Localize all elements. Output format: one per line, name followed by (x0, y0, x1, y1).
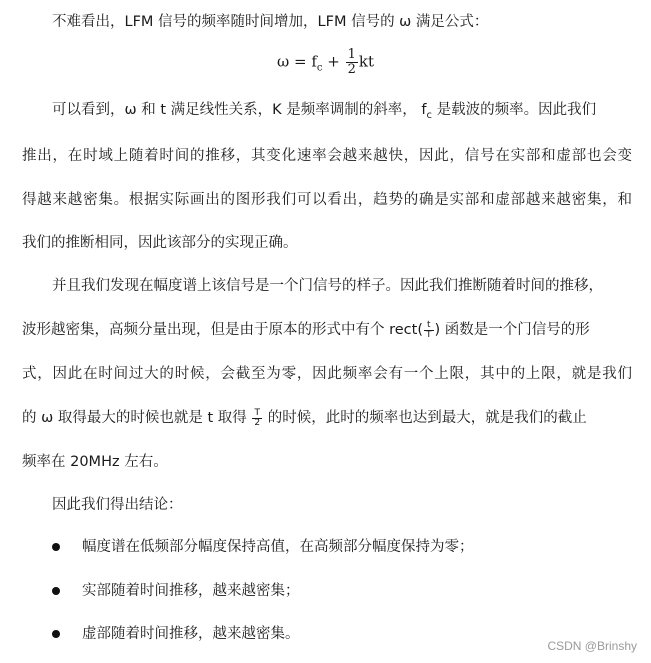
rect-fraction-den: T (426, 329, 432, 340)
paragraph-2-line-2: 推出，在时域上随着时间的推移，其变化速率会越来越快，因此，信号在实部和虚部也会变 (22, 148, 632, 164)
formula-sub: c (316, 62, 323, 74)
p2-l1-b: 是载波的频率。因此我们 (432, 102, 597, 118)
bullet-item-1: 幅度谱在低频部分幅度保持高值，在高频部分幅度保持为零； (82, 539, 474, 555)
bullet-dot-3 (52, 630, 60, 638)
formula-tail: kt (358, 52, 374, 71)
rect-fraction-num: t (424, 321, 434, 331)
paragraph-1-text: 不难看出，LFM 信号的频率随时间增加，LFM 信号的 ω 满足公式： (52, 14, 489, 30)
paragraph-2-line-4: 我们的推断相同，因此该部分的实现正确。 (22, 235, 298, 251)
p2-l1-a: 可以看到，ω 和 t 满足线性关系，K 是频率调制的斜率， f (52, 102, 427, 118)
conclusion-intro: 因此我们得出结论： (52, 497, 183, 513)
bullet-item-3: 虚部随着时间推移，越来越密集。 (82, 626, 300, 642)
p3-l2-b: ) 函数是一个门信号的形 (434, 322, 590, 338)
p3-l4-b: 的时候，此时的频率也达到最大，就是我们的截止 (263, 410, 587, 426)
bullet-item-2: 实部随着时间推移，越来越密集； (82, 583, 300, 599)
paragraph-3-line-4 (22, 408, 632, 428)
p2-l1-sub: c (426, 109, 432, 121)
t-over-2-fraction (252, 409, 262, 428)
fraction-numerator: 1 (347, 47, 356, 62)
paragraph-2-line-1 (52, 100, 632, 126)
paragraph-3-line-2 (22, 320, 632, 340)
p3-l4-a: 的 ω 取得最大的时候也就是 t 取得 (22, 410, 252, 426)
formula-plus: + (322, 52, 345, 71)
p3-l2-a: 波形越密集，高频分量出现，但是由于原本的形式中有个 rect( (22, 322, 423, 338)
watermark: CSDN @Brinshy (547, 639, 637, 653)
t-fraction-den: 2 (254, 417, 261, 428)
paragraph-3-line-1: 并且我们发现在幅度谱上该信号是一个门信号的样子。因此我们推断随着时间的推移， (52, 278, 603, 294)
bullet-dot-2 (52, 587, 60, 595)
paragraph-3-line-3: 式，因此在时间过大的时候，会截至为零，因此频率会有一个上限，其中的上限，就是我们 (22, 366, 632, 382)
formula-fraction (346, 48, 358, 77)
rect-fraction (424, 321, 434, 340)
bullet-dot-1 (52, 543, 60, 551)
paragraph-1 (52, 12, 651, 32)
fraction-denominator: 2 (347, 62, 356, 77)
paragraph-2-line-3: 得越来越密集。根据实际画出的图形我们可以看出，趋势的确是实部和虚部越来越密集，和 (22, 192, 632, 208)
t-fraction-num: T (252, 409, 262, 419)
formula-omega (0, 48, 651, 77)
formula-lhs: ω = f (276, 52, 317, 71)
paragraph-3-line-5: 频率在 20MHz 左右。 (22, 454, 168, 470)
